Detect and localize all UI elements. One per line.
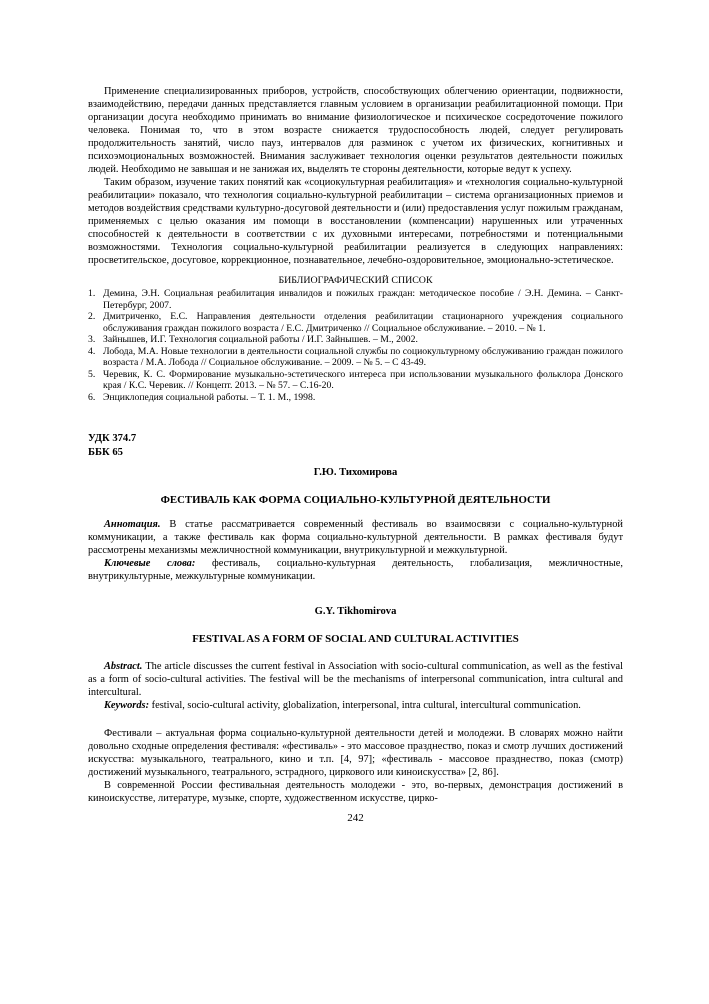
classification-codes	[88, 432, 623, 459]
article-title-ru: ФЕСТИВАЛЬ КАК ФОРМА СОЦИАЛЬНО-КУЛЬТУРНОЙ ДЕЯТЕЛЬНОСТИ	[160, 494, 551, 506]
keywords-ru-text: фестиваль, социально-культурная деятельность, глобализация, межличностные, внутрикультурные, межкультурные коммуникации.	[88, 558, 623, 582]
keywords-ru-paragraph	[88, 557, 623, 583]
bibliography-list	[88, 288, 623, 403]
annotation-label: Аннотация.	[104, 519, 161, 530]
keywords-ru-label: Ключевые слова:	[104, 558, 196, 569]
annotation-text: В статье рассматривается современный фестиваль во взаимосвязи с социально-культурной коммуникации, а также фестиваль как форма социально-культурной деятельности. В рамках фестиваля будут рассмотрены механизмы межличностной коммуникации, внутрикультурной и межкультурной.	[88, 519, 623, 556]
abstract-label: Abstract.	[104, 661, 143, 672]
body-paragraph-1: Фестивали – актуальная форма социально-культурной деятельности детей и молодежи. В словарях можно найти довольно сходные определения фестиваля: «фестиваль» - это массовое празднество, показ и смотр лучших достижений искусства: музыкального, театрального, кино и т.п. [4, 97]; «фестиваль - массовое празднество, показ (смотр) достижений музыкального, театрального, эстрадного, циркового или киноискусства» [2, 86].	[88, 728, 623, 778]
annotation-paragraph	[88, 518, 623, 557]
bibliography-item-4: Лобода, М.А. Новые технологии в деятельности социальной службы по социокультурному обслуживанию граждан пожилого возраста / М.А. Лобода // Социальное обслуживание. – 2009. – № 5. – С 43-49.	[103, 345, 623, 368]
author-en: G.Y. Tikhomirova	[314, 606, 397, 617]
abstract-paragraph	[88, 660, 623, 699]
author-ru: Г.Ю. Тихомирова	[313, 467, 398, 478]
body-paragraph-2: В современной России фестивальная деятельность молодежи - это, во-первых, демонстрация достижений в киноискусстве, литературе, музыке, спорте, художественном искусстве, цирко-	[88, 780, 623, 804]
bbk-code: ББК 65	[88, 446, 123, 458]
udk-code: УДК 374.7	[88, 433, 137, 444]
intro-paragraph-2: Таким образом, изучение таких понятий как «социокультурная реабилитация» и «технология социально-культурной реабилитации» показало, что технология социально-культурной реабилитации – система организационных приемов и методов воздействия средствами культурно-досуговой деятельности и (или) предоставления услуг пожилым гражданам, применяемых с целью оказания им помощи в восстановлении (компенсации) нарушенных или утраченных способностей к деятельности в соответствии с их духовными интересами, потребностями и потенциальными возможностями. Технология социально-культурной реабилитации реализуется в следующих направлениях: просветительское, досуговое, коррекционное, познавательное, лечебно-оздоровительное, эмоционально-эстетическое.	[88, 177, 623, 266]
bibliography-item-1: Демина, Э.Н. Социальная реабилитация инвалидов и пожилых граждан: методическое пособие / Э.Н. Демина. – Санкт- Петербург, 2007.	[103, 288, 623, 311]
article-title-en: FESTIVAL AS A FORM OF SOCIAL AND CULTURAL ACTIVITIES	[192, 633, 519, 645]
intro-paragraph-1: Применение специализированных приборов, устройств, способствующих облегчению ориентации, подвижности, взаимодействию, передачи данных представляется главным условием в организации реабилитационной помощи. При организации досуга необходимо принимать во внимание физиологическое и психическое сосредоточение пожилого человека. Понимая то, что в этом возрасте снижается трудоспособность людей, следует регулировать продолжительность занятий, число пауз, интервалов для разминок с учетом их физических, когнитивных и психоэмоциональных возможностей. Внимания заслуживает технология оценки результатов деятельности пожилых людей. Необходимо не завышая и не занижая их, выделять те стороны деятельности, которые ведут к успеху.	[88, 86, 623, 175]
bibliography-item-3: Зайнышев, И.Г. Технология социальной работы / И.Г. Зайнышев. – М., 2002.	[103, 334, 418, 345]
bibliography-heading: БИБЛИОГРАФИЧЕСКИЙ СПИСОК	[278, 275, 433, 286]
keywords-en-label: Keywords:	[104, 700, 150, 711]
bibliography-item-5: Черевик, К. С. Формирование музыкально-эстетического интереса при использовании музыкального фольклора Донского края / К.С. Черевик. // Концепт. 2013. – № 57. – С.16-20.	[103, 368, 623, 391]
abstract-text: The article discusses the current festival in Association with socio-cultural communication, as well as the festival as a form of socio-cultural activities. The festival will be the mechanisms of interpersonal communication, intra cultural and intercultural.	[88, 661, 623, 698]
page-number: 242	[347, 812, 364, 824]
bibliography-item-6: Энциклопедия социальной работы. – Т. 1. М., 1998.	[103, 391, 316, 403]
keywords-en-paragraph	[88, 699, 623, 712]
bibliography-item-2: Дмитриченко, Е.С. Направления деятельности отделения реабилитации стационарного учреждения социального обслуживания граждан пожилого возраста / Е.С. Дмитриченко // Социальное обслуживание. – 2010. – № 1.	[103, 311, 623, 334]
keywords-en-text: festival, socio-cultural activity, globalization, interpersonal, intra cultural, intercultural communication.	[151, 700, 581, 711]
